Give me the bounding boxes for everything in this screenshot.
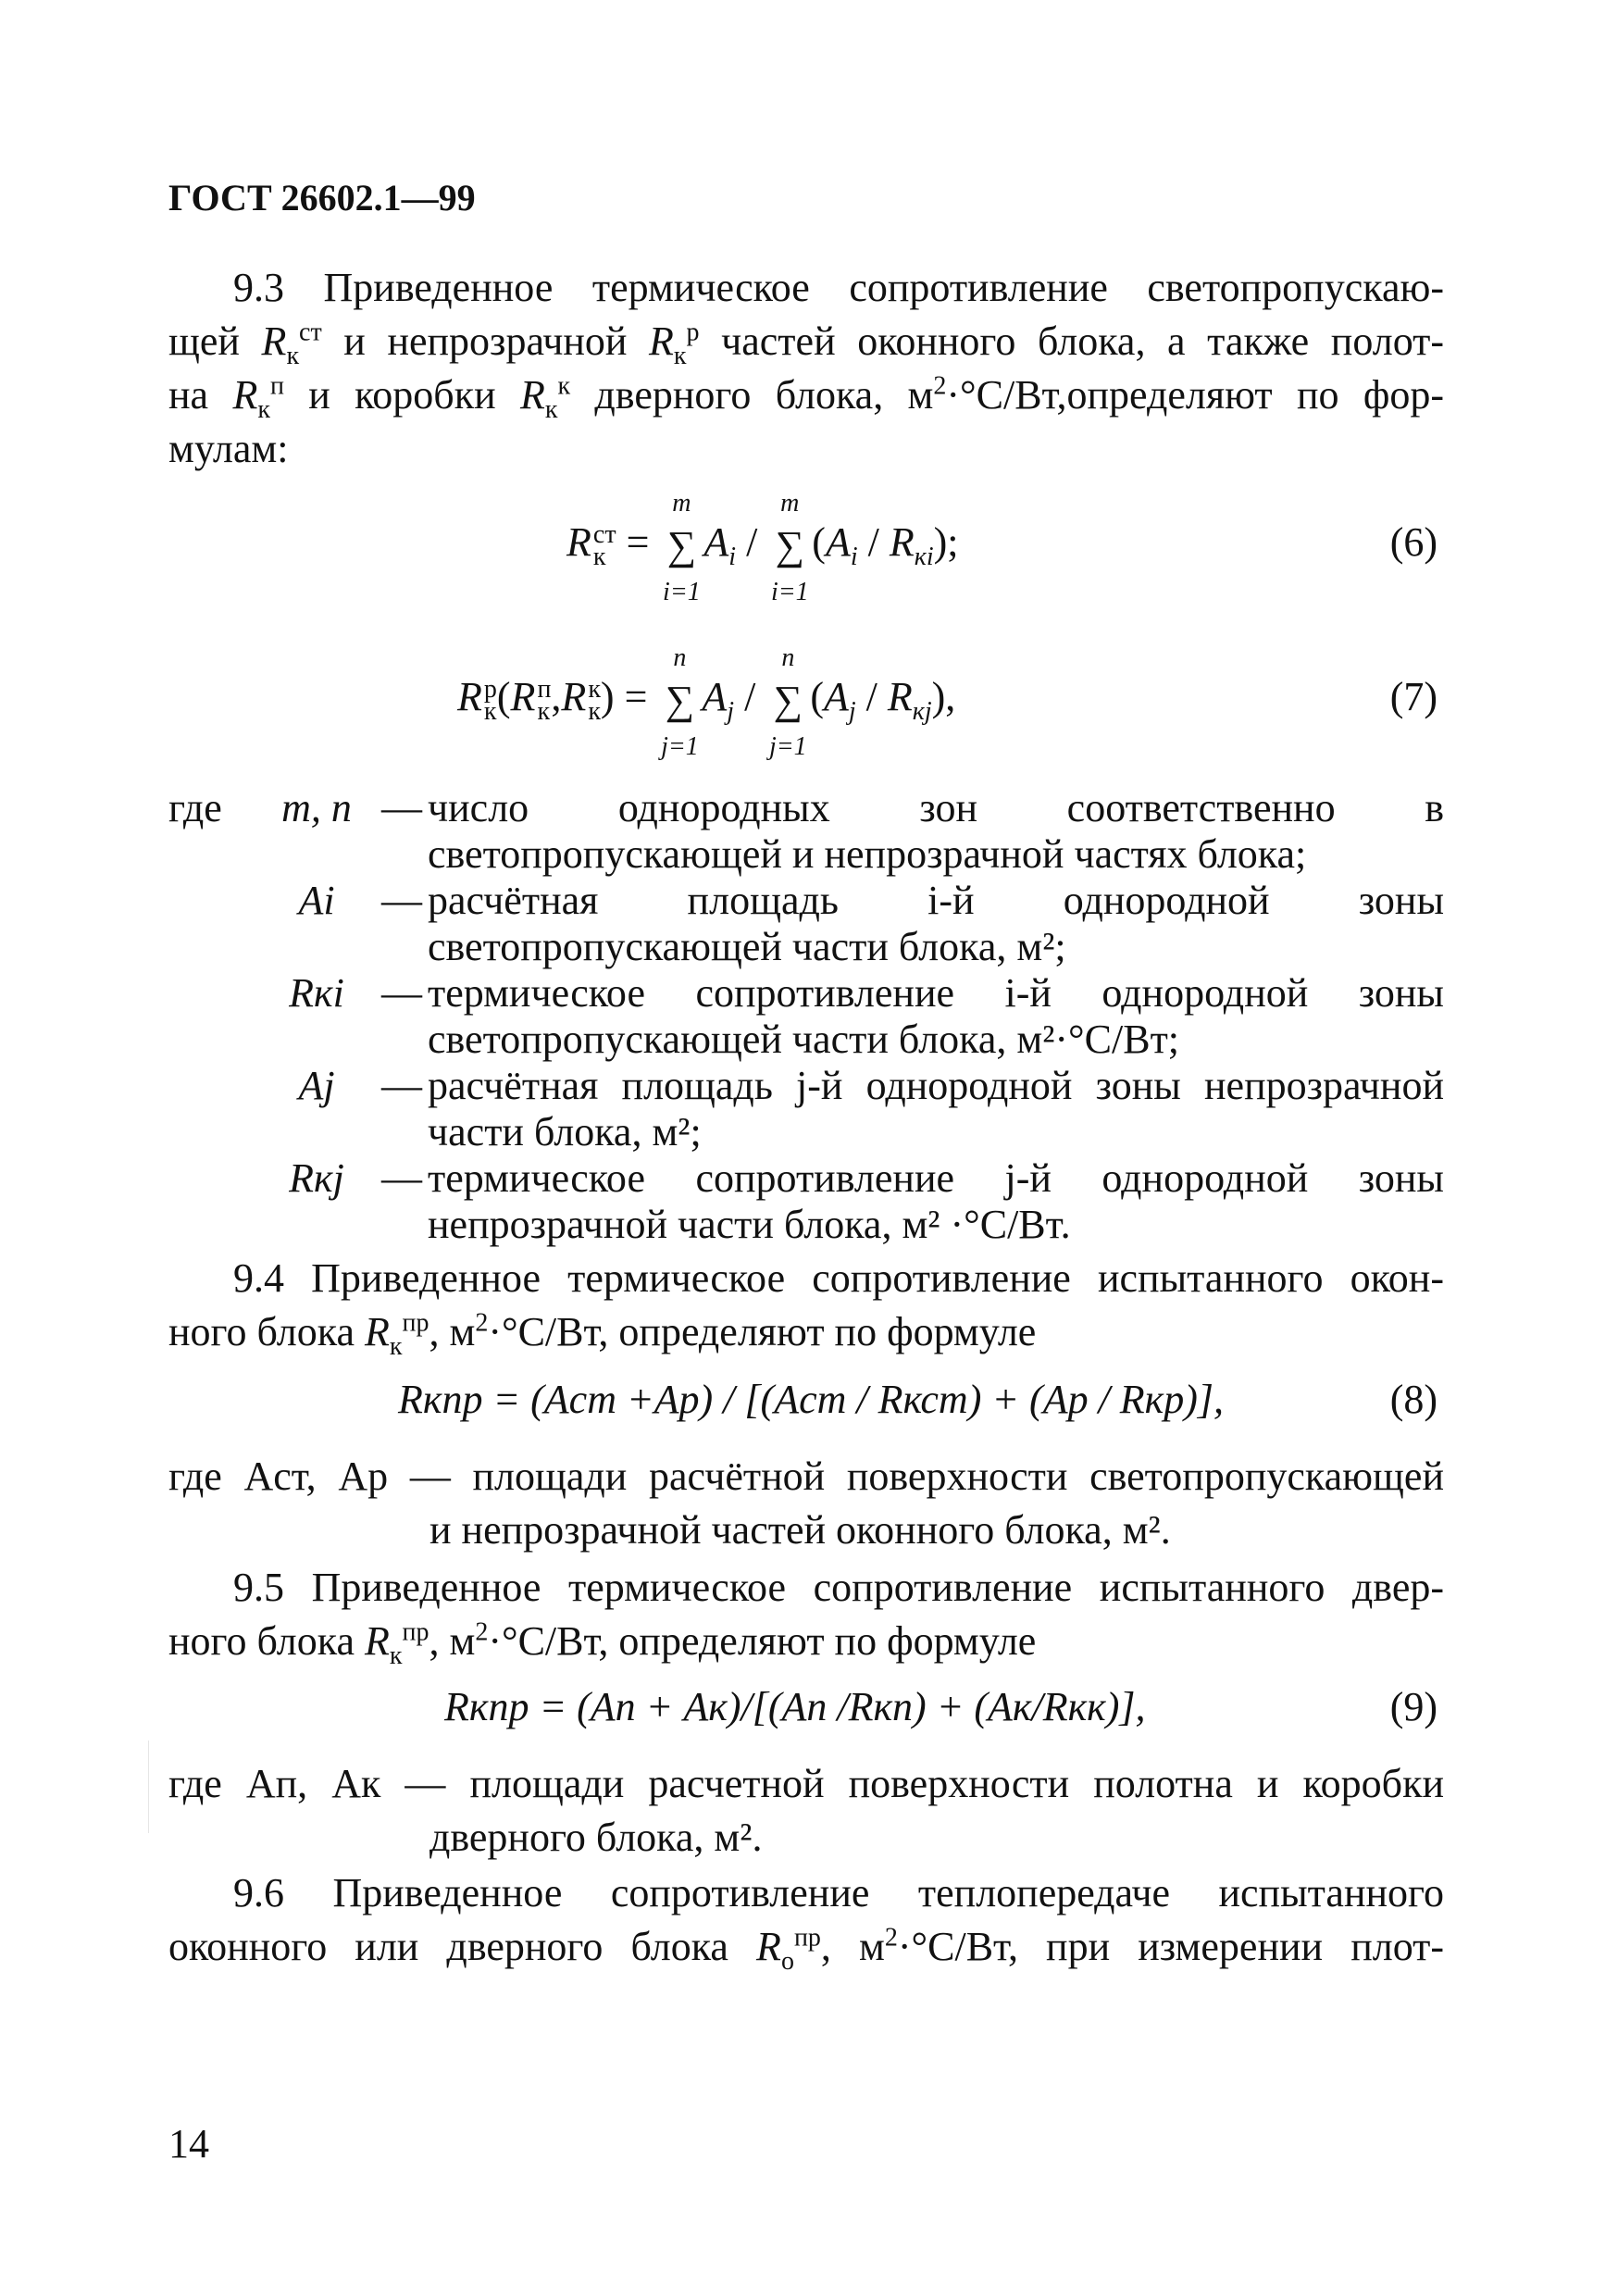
p93-line1: 9.3 Приведенное термическое сопротивление светопропускаю- <box>233 265 1444 310</box>
scan-artifact-line <box>148 1741 149 1833</box>
paragraph-9-5 <box>168 1561 1444 1668</box>
where-block-8: где Aст, Aр — площади расчётной поверхности светопропускающей и непрозрачной частей оконного блока, м². <box>168 1454 1444 1553</box>
equation-number-8: (8) <box>1389 1377 1438 1422</box>
formula-8: Rкпр = (Aст +Aр) / [(Aст / Rкст) + (Aр / Rкр)], <box>398 1377 1225 1422</box>
definition-row: Ai — расчётная площадь i-й однородной зоны светопропускающей части блока, м²; <box>298 878 1444 969</box>
page-number: 14 <box>168 2121 209 2166</box>
definition-row: Rкi — термическое сопротивление i-й однородной зоны светопропускающей части блока, м²·°С/Вт; <box>289 970 1444 1062</box>
sum-symbol: n ∑ j=1 <box>768 643 807 761</box>
document-header: ГОСТ 26602.1—99 <box>168 177 476 218</box>
sum-symbol: m ∑ i=1 <box>663 488 701 606</box>
definition-row: Aj — расчётная площадь j-й однородной зоны непрозрачной части блока, м²; <box>298 1063 1444 1154</box>
sum-symbol: n ∑ j=1 <box>661 643 699 761</box>
formula-9: Rкпр = (Aп + Aк)/[(Aп /Rкп) + (Aк/Rкк)], <box>444 1684 1146 1729</box>
paragraph-9-6 <box>168 1866 1444 1974</box>
definitions-list <box>168 785 1444 1248</box>
p96-line1: 9.6 Приведенное сопротивление теплопередаче испытанного <box>233 1870 1444 1915</box>
paragraph-9-3 <box>168 261 1444 476</box>
p93-line3: на $R_к^п$ и коробки $R_к^к$ дверного блока, $м^2\cdot^\circ С/Вт,определяют$ по фор- <box>168 371 1445 424</box>
formula-6: R ст к = m ∑ i=1 $A_i$ / m ∑ i=1 $(A_i / R_{кi})$; <box>566 488 959 606</box>
formula-7: R р к (R п к ,R к к ) = n ∑ j=1 $A_j$ / n ∑ j=1 $(A_j / R_{кj})$, <box>457 643 956 761</box>
p94-line2: ного блока $R_к^{пр}$, $м^2\cdot^\circ С/Вт$, определяют по формуле <box>168 1308 1037 1361</box>
definition-row: Rкj — термическое сопротивление j-й однородной зоны непрозрачной части блока, м² ·°С/Вт. <box>289 1155 1444 1247</box>
p94-line1: 9.4 Приведенное термическое сопротивление испытанного окон- <box>233 1255 1444 1301</box>
p95-line1: 9.5 Приведенное термическое сопротивление испытанного двер- <box>233 1565 1444 1610</box>
definition-row: где m, n — число однородных зон соответственно в светопропускающей и непрозрачной частях блока; <box>168 785 1444 877</box>
paragraph-9-4 <box>168 1252 1444 1359</box>
p93-line4: мулам: <box>168 426 289 471</box>
where-block-9: где Aп, Aк — площади расчетной поверхности полотна и коробки дверного блока, м². <box>168 1761 1444 1860</box>
p95-line2: ного блока $R_к^{пр}$, $м^2\cdot^\circ С/Вт$, определяют по формуле <box>168 1617 1037 1670</box>
sum-symbol: m ∑ i=1 <box>770 488 809 606</box>
equation-number-9: (9) <box>1389 1684 1438 1729</box>
p96-line2: оконного или дверного блока $R_о^{пр}$, $м^2\cdot^\circ С/Вт$, при измерении плот- <box>168 1923 1444 1976</box>
equation-number-6: (6) <box>1389 519 1438 565</box>
p93-line2: щей $R_к^{ст}$ и непрозрачной $R_к^р$ частей оконного блока, а также полот- <box>168 318 1444 370</box>
equation-number-7: (7) <box>1389 674 1438 719</box>
